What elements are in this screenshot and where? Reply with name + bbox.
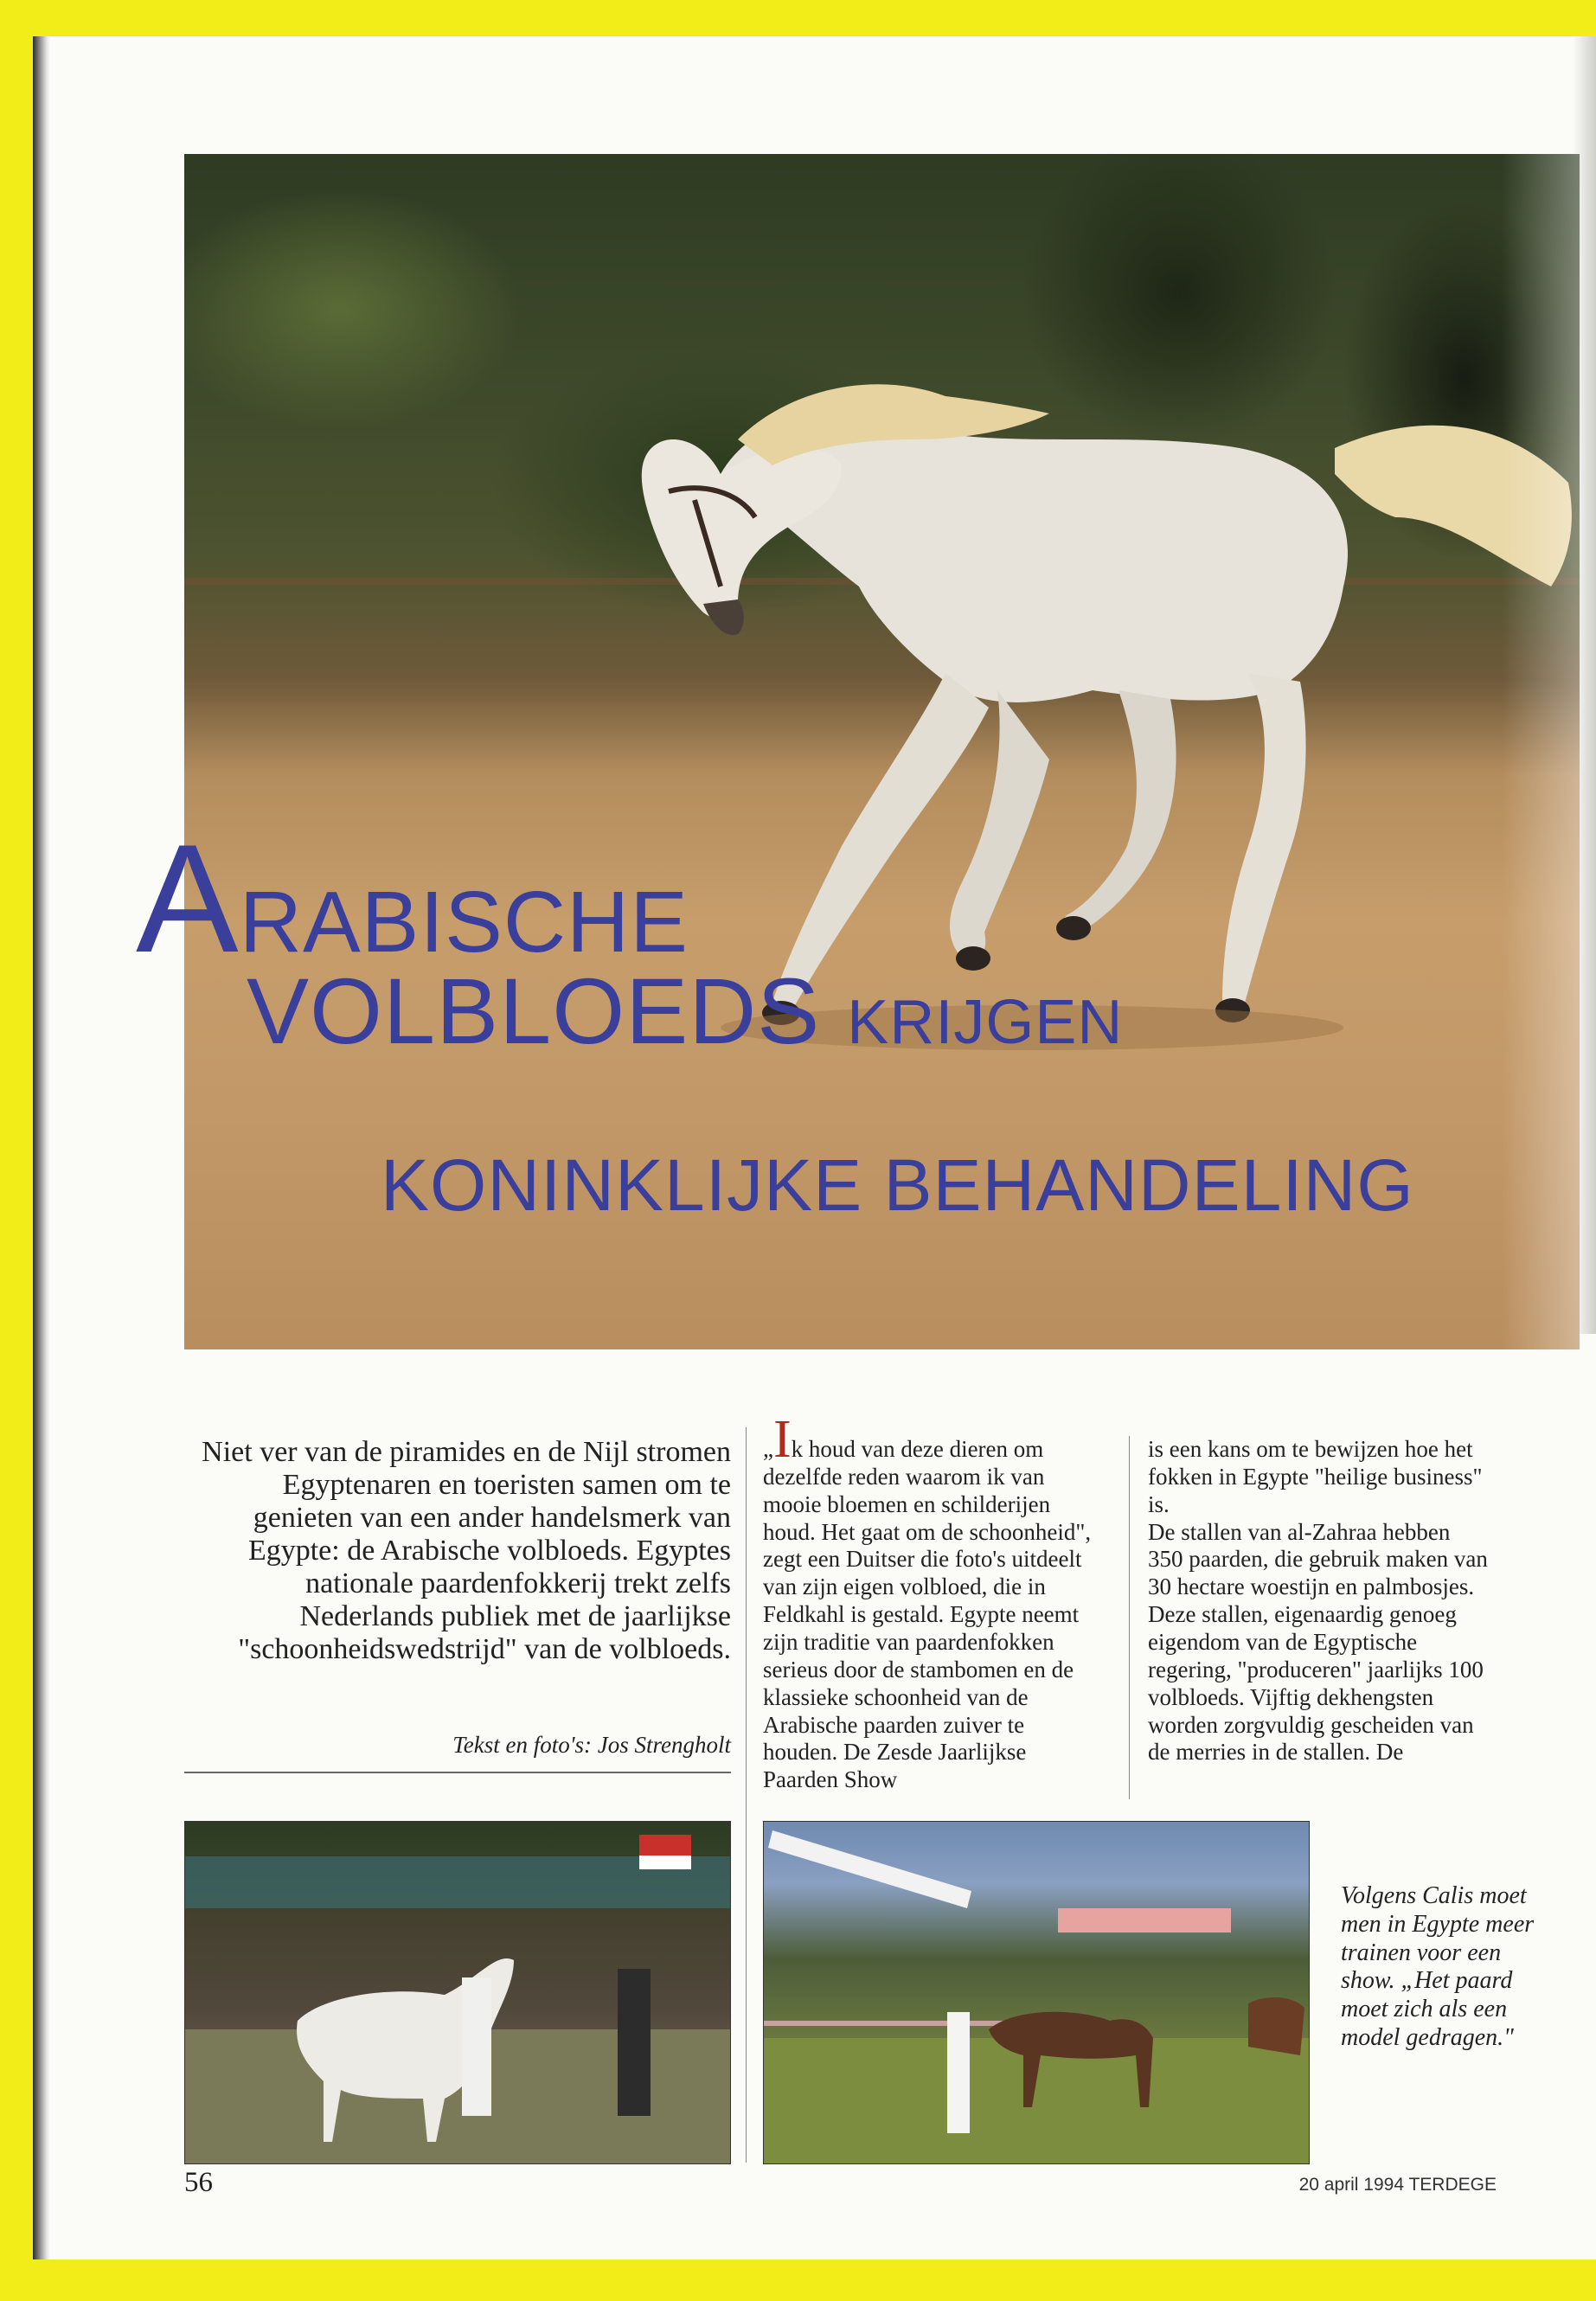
photo-horse-show-stable (184, 1821, 731, 2164)
credit-divider (184, 1772, 731, 1773)
photo-illustration (764, 1822, 1309, 2163)
column-divider (1129, 1436, 1130, 1799)
intro-paragraph: Niet ver van de piramides en de Nijl stromen Egyptenaren en toeristen samen om te genieten van een ander handelsmerk van Egypte: de Arabische volbloeds. Egyptes nationale paardenfokkerij trekt zelfs Nederlands publiek met de jaarlijkse "schoonheidswedstrijd" van de volbloeds. (202, 1436, 731, 1666)
page-number: 56 (184, 2167, 213, 2198)
column-divider (746, 1427, 747, 2163)
body-column-3 (1148, 1436, 1490, 1766)
headline-line-3: KONINKLIJKE BEHANDELING (381, 1144, 1414, 1226)
photo-caption: Volgens Calis moet men in Egypte meer trainen voor een show. „Het paard moet zich als een model gedragen." (1341, 1882, 1535, 2051)
headline-initial: A (136, 812, 240, 984)
page-spine-shadow (33, 36, 50, 2259)
body-column-2 (763, 1410, 1105, 1794)
open-quote: „ (763, 1436, 773, 1462)
headline-line-2 (247, 958, 1124, 1063)
body-paragraph: is een kans om te bewijzen hoe het fokken in Egypte "heilige business" is. (1148, 1436, 1483, 1517)
body-paragraph: De stallen van al-Zahraa hebben 350 paarden, die gebruik maken van 30 hectare woestijn en palmbosjes. Deze stallen, eigenaardig genoeg eigendom van de Egyptische regering, "produceren" jaarlijks 100 volbloeds. Vijftig dekhengsten worden zorgvuldig gescheiden van de merries in de stallen. De (1148, 1518, 1488, 1766)
photo-illustration (185, 1822, 730, 2163)
headline-line-1 (136, 812, 689, 984)
drop-cap: I (772, 1410, 792, 1469)
headline-line-2-main: VOLBLOEDS (247, 958, 821, 1063)
body-paragraph (763, 1410, 1105, 1794)
footer-issue-date: 20 april 1994 TERDEGE (1298, 2175, 1497, 2195)
body-text: k houd van deze dieren om dezelfde reden waarom ik van mooie bloemen en schilderijen houd. Het gaat om de schoonheid", zegt een Duitser die foto's uitdeelt van zijn eigen volbloed, die in Feldkahl is gestald. Egypte neemt zijn traditie van paardenfokken serieus door de stambomen en de klassieke schoonheid van de Arabische paarden zuiver te houden. De Zesde Jaarlijkse Paarden Show (763, 1436, 1092, 1793)
headline-line-1-text: RABISCHE (239, 874, 689, 971)
photo-horse-show-ring (763, 1821, 1310, 2164)
page-curl-highlight (1502, 154, 1580, 1349)
headline-line-2-small: KRIJGEN (847, 988, 1124, 1057)
author-credit: Tekst en foto's: Jos Strengholt (452, 1732, 731, 1758)
